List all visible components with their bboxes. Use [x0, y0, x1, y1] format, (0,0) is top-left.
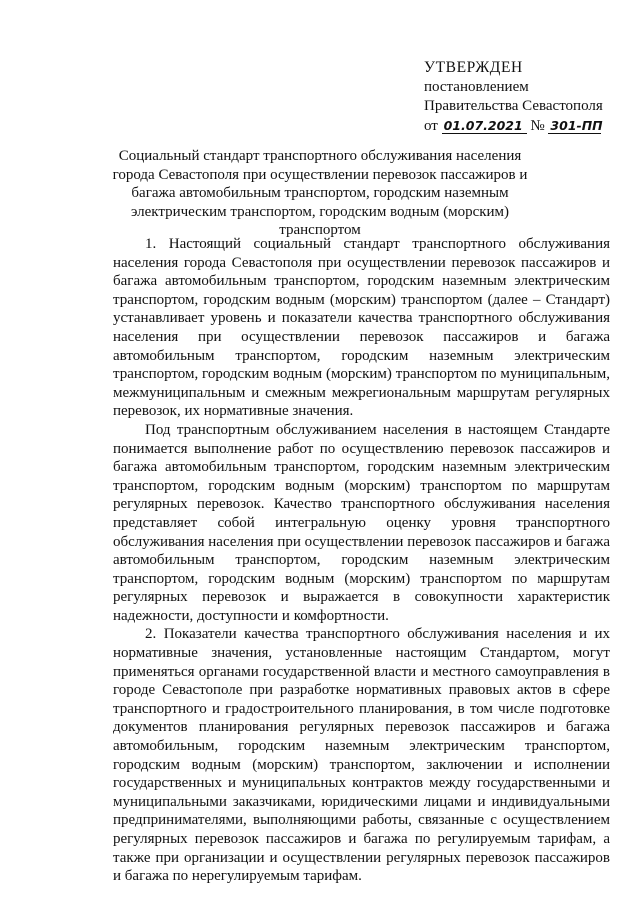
paragraph-1: 1. Настоящий социальный стандарт транспортного обслуживания населения города Севастополя при осуществлении перевозок пассажиров и багажа автомобильным транспортом, городским наземным электрическим транспортом, городским водным (морским) транспортом (далее – Стандарт) устанавливает уровень и показатели качества транспортного обслуживания населения при осуществлении перевозок пассажиров и багажа автомобильным транспортом, городским наземным электрическим транспортом, городским водным (морским) транспортом по муниципальным, межмуниципальным и смежным межрегиональным маршрутам регулярных перевозок, их нормативные значения. [113, 236, 610, 420]
approval-line-decree: постановлением [424, 78, 529, 95]
from-label: от [424, 117, 438, 134]
approval-stamp [424, 58, 624, 136]
handwritten-date: 01.07.2021 [442, 118, 527, 134]
approval-heading: УТВЕРЖДЕН [424, 59, 523, 76]
number-label: № [530, 117, 545, 134]
document-title: Социальный стандарт транспортного обслуживания населения города Севастополя при осуществлении перевозок пассажиров и багажа автомобильным транспортом, городским наземным электрическим транспортом, городским водным (морским) транспортом [112, 148, 528, 238]
document-body [113, 235, 610, 886]
paragraph-3: 2. Показатели качества транспортного обслуживания населения и их нормативные значения, установленные настоящим Стандартом, могут применяться органами государственной власти и местного самоуправления в городе Севастополе при разработке нормативных правовых актов в сфере транспортного и градостроительного планирования, в том числе подготовке документов планирования регулярных перевозок пассажиров и багажа автомобильным, городским наземным электрическим транспортом, городским водным (морским) транспортом, заключении и исполнении государственных и муниципальных контрактов между государственными и муниципальными заказчиками, юридическими лицами и индивидуальными предпринимателями, выполняющими работы, связанные с осуществлением регулярных перевозок пассажиров и багажа по регулируемым тарифам, а также при организации и осуществлении регулярных перевозок пассажиров и багажа по нерегулируемым тарифам. [113, 626, 610, 885]
handwritten-number: 301-ПП [550, 117, 603, 133]
approval-line-government: Правительства Севастополя [424, 98, 603, 114]
approval-date-number-line [424, 117, 624, 137]
paragraph-2: Под транспортным обслуживанием населения в настоящем Стандарте понимается выполнение работ по осуществлению перевозок пассажиров и багажа автомобильным транспортом, городским наземным электрическим транспортом, городским водным (морским) транспортом по маршрутам регулярных перевозок. Качество транспортного обслуживания населения представляет собой интегральную оценку уровня транспортного обслуживания населения при осуществлении перевозок пассажиров и багажа автомобильным транспортом, городским наземным электрическим транспортом, городским водным (морским) транспортом по маршрутам регулярных перевозок и выражается в совокупности характеристик надежности, доступности и комфортности. [113, 421, 610, 624]
